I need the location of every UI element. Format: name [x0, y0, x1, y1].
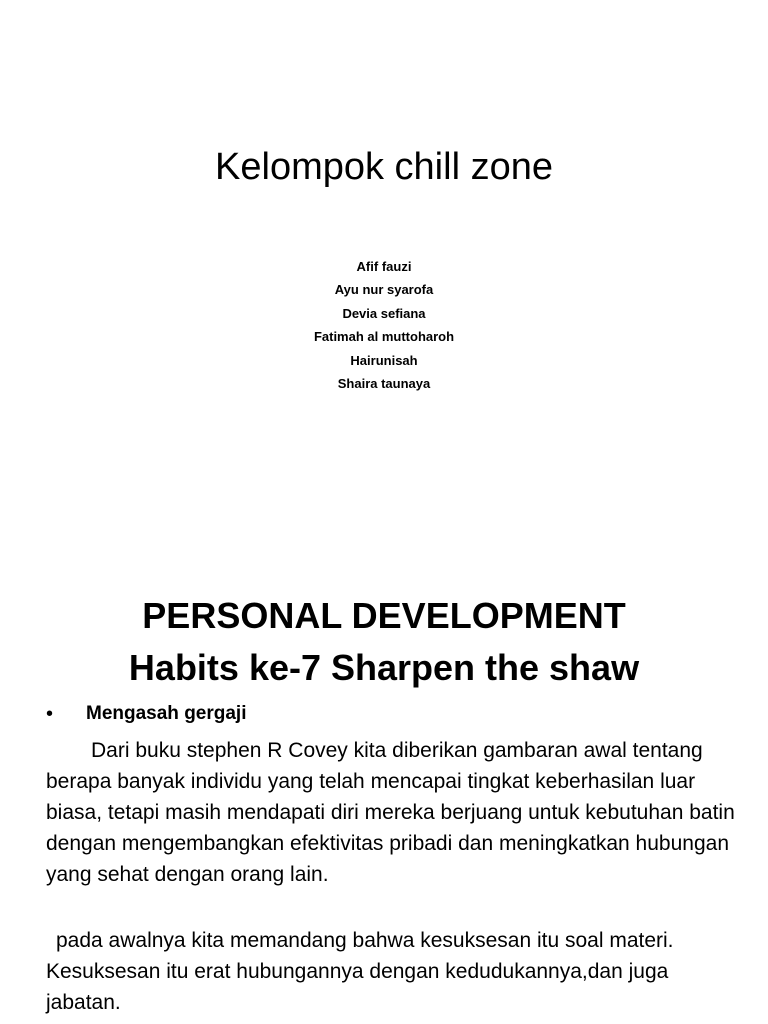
- slide-2-title-line-2: Habits ke-7 Sharpen the shaw: [128, 647, 640, 688]
- body-paragraph-1: Dari buku stephen R Covey kita diberikan gambaran awal tentang berapa banyak individu yang telah mencapai tingkat keberhasilan luar biasa, tetapi masih mendapati diri mereka berjuang untuk kebutuhan batin dengan mengembangkan efektivitas pribadi dan meningkatkan hubungan yang sehat dengan orang lain.: [46, 739, 735, 886]
- member-name: Afif fauzi: [356, 259, 412, 274]
- body-paragraph-2: pada awalnya kita memandang bahwa kesuksesan itu soal materi. Kesuksesan itu erat hubungannya dengan kedudukannya,dan juga jabatan.: [46, 929, 674, 1014]
- member-name: Devia sefiana: [342, 305, 426, 321]
- slide-1-title: Kelompok chill zone: [215, 146, 553, 188]
- bullet-icon: •: [46, 703, 54, 725]
- slide-2-title-line-1: PERSONAL DEVELOPMENT: [142, 595, 626, 636]
- bullet-item: [46, 700, 736, 728]
- bullet-heading: Mengasah gergaji: [86, 703, 247, 724]
- slide-2: [0, 512, 768, 1024]
- member-name: Ayu nur syarofa: [334, 282, 434, 298]
- slide-2-title: [0, 590, 768, 694]
- member-name: Fatimah al muttoharoh: [313, 329, 455, 345]
- member-list: [0, 255, 768, 395]
- member-name: Shaira taunaya: [337, 376, 431, 392]
- member-name: Hairunisah: [350, 352, 418, 368]
